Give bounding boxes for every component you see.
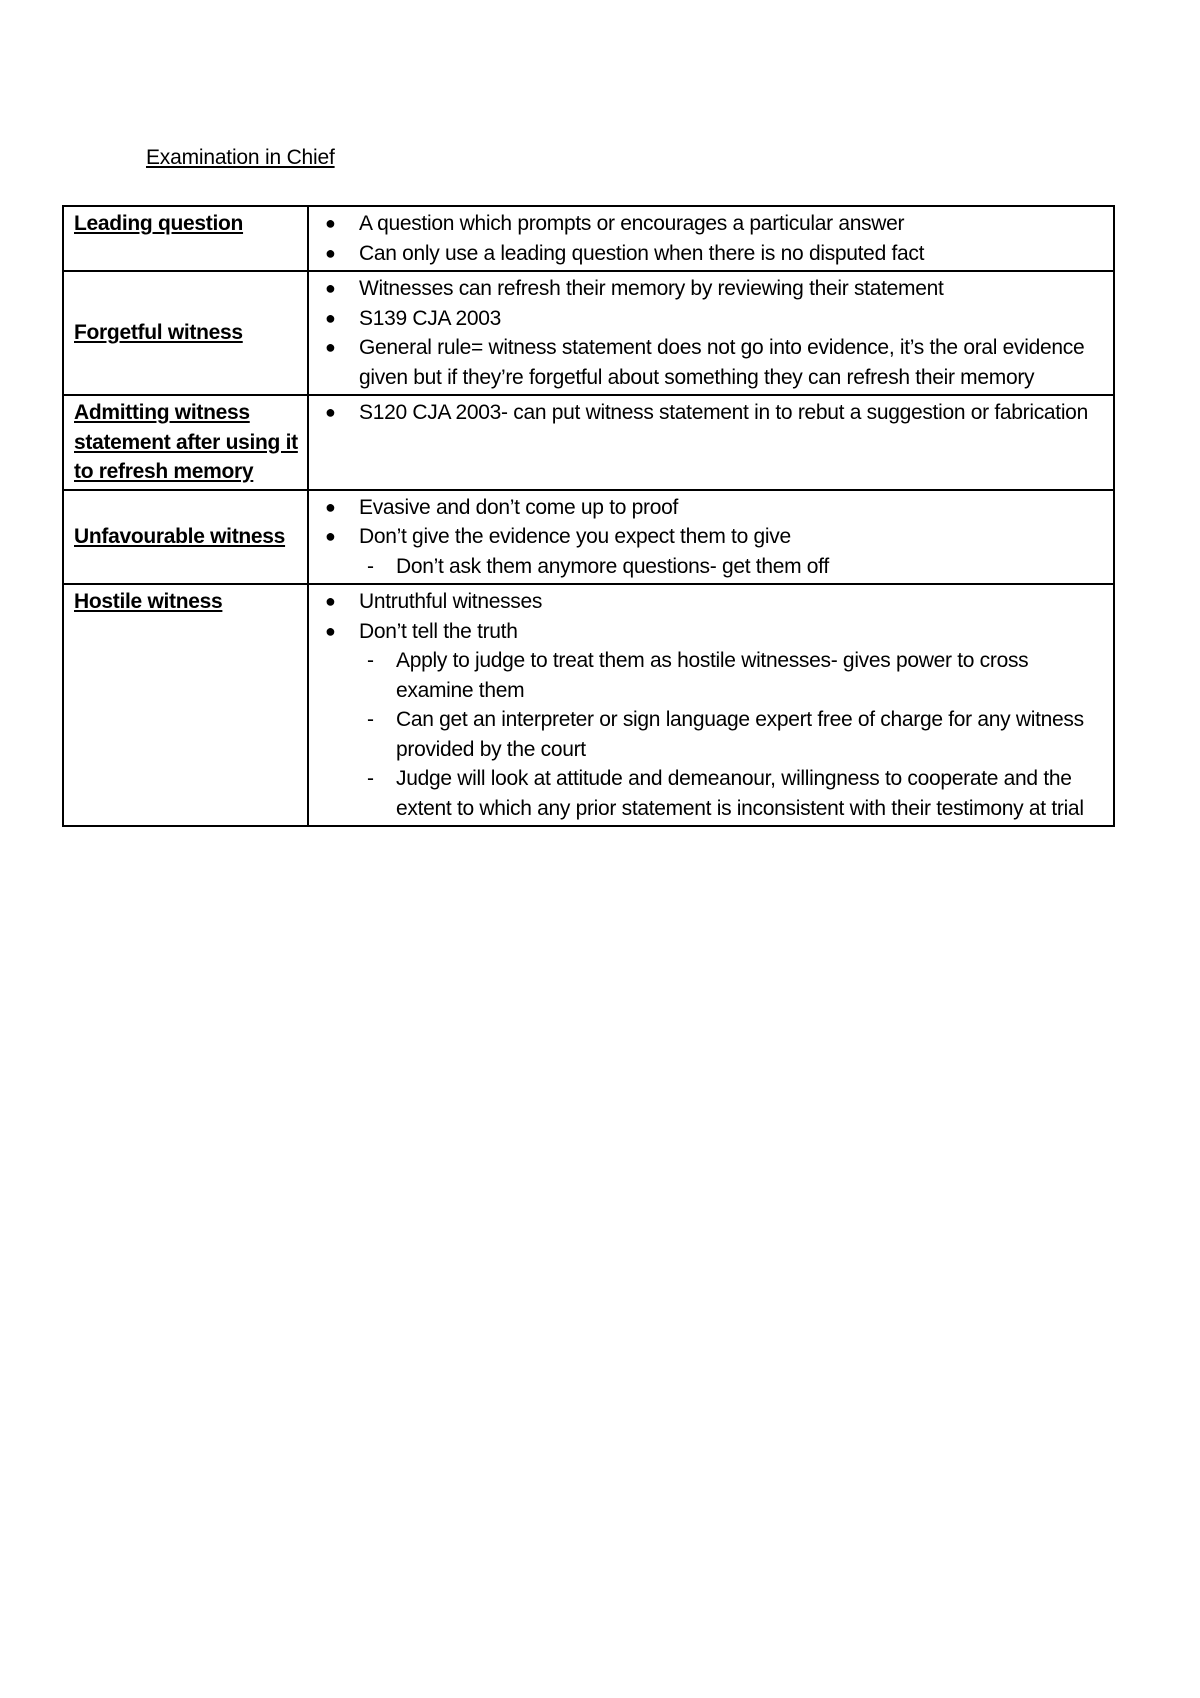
sub-list-item [319,764,1105,823]
definition-cell [308,206,1114,271]
bullet-icon: ● [325,213,336,233]
definition-cell [308,271,1114,395]
item-text: Can only use a leading question when there is no disputed fact [359,241,925,265]
item-text: S139 CJA 2003 [359,306,502,330]
item-text: General rule= witness statement does not go into evidence, it’s the oral evidence given but if they’re forgetful about something they can refresh their memory [359,336,1085,389]
item-text: Apply to judge to treat them as hostile witnesses- gives power to cross examine them [396,649,1029,702]
list-item [319,304,1105,334]
bullet-icon: ● [325,620,336,641]
item-text: S120 CJA 2003- can put witness statement in to rebut a suggestion or fabrication [359,401,1088,424]
sub-list-item [319,646,1105,705]
table-row [63,490,1114,585]
bullet-icon: ● [325,278,336,298]
term-label: Hostile witness [74,590,223,613]
dash-icon: - [367,554,374,578]
term-cell [63,584,308,826]
list-item [319,617,1105,647]
list-item [319,239,1105,269]
dash-icon: - [367,649,374,672]
list-item [319,493,1105,523]
bullet-icon: ● [325,496,336,517]
dash-icon: - [367,708,374,731]
dash-icon: - [367,767,374,790]
item-text: Don’t tell the truth [359,619,518,643]
term-label: Admitting witness statement after using it to refresh memory [74,401,298,483]
definition-cell [308,490,1114,585]
term-label: Leading question [74,212,244,235]
list-item [319,333,1105,392]
term-label: Unfavourable witness [74,525,286,548]
sub-list-item [319,552,1105,582]
definition-cell [308,584,1114,826]
item-text: Don’t give the evidence you expect them to give [359,525,791,548]
list-item [319,398,1105,428]
list-item [319,274,1105,304]
sub-list-item [319,705,1105,764]
item-text: Witnesses can refresh their memory by reviewing their statement [359,277,944,300]
table-row [63,206,1114,271]
term-cell [63,206,308,271]
definition-cell [308,395,1114,490]
table-row [63,584,1114,826]
bullet-icon: ● [325,526,336,546]
bullet-icon: ● [325,337,336,357]
term-cell [63,395,308,490]
item-text: Don’t ask them anymore questions- get them off [396,554,829,578]
term-cell [63,271,308,395]
item-text: Judge will look at attitude and demeanour, willingness to cooperate and the extent to which any prior statement is inconsistent with their testimony at trial [396,767,1084,820]
table-row [63,395,1114,490]
bullet-icon: ● [325,307,336,328]
item-text: A question which prompts or encourages a particular answer [359,212,905,235]
list-item [319,209,1105,239]
bullet-icon: ● [325,402,336,422]
bullet-icon: ● [325,591,336,611]
term-label: Forgetful witness [74,321,243,345]
list-item [319,522,1105,552]
item-text: Can get an interpreter or sign language expert free of charge for any witness provided by the court [396,708,1084,761]
list-item [319,587,1105,617]
table-row [63,271,1114,395]
document-title: Examination in Chief [146,146,335,169]
item-text: Evasive and don’t come up to proof [359,495,679,519]
item-text: Untruthful witnesses [359,590,543,613]
notes-table [62,205,1115,827]
bullet-icon: ● [325,242,336,263]
term-cell [63,490,308,585]
